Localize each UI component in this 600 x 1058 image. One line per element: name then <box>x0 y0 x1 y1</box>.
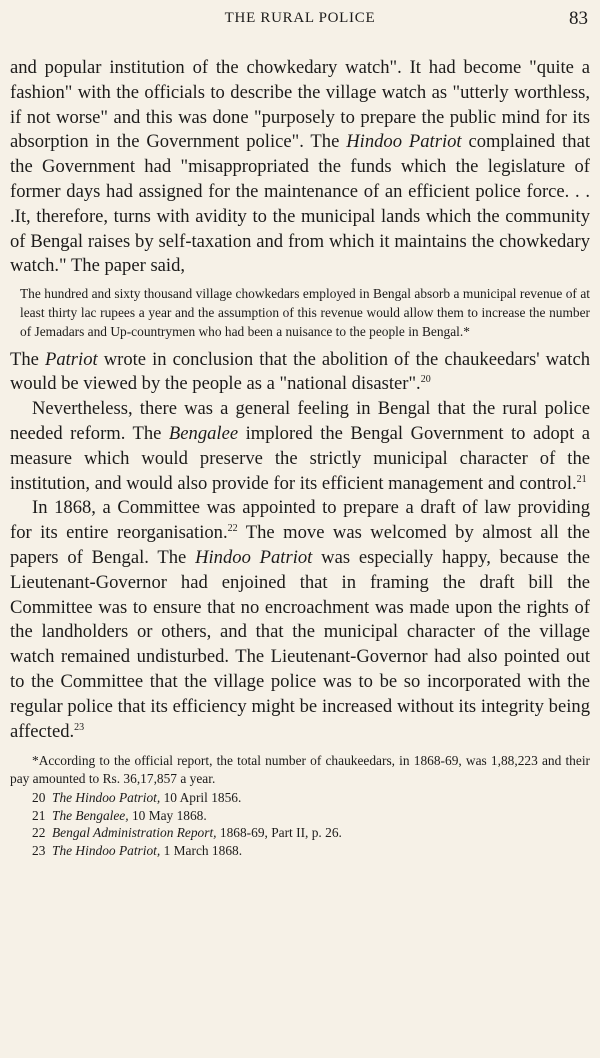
paragraph-1 <box>10 56 590 279</box>
footnote-title: The Hindoo Patriot, <box>52 842 161 858</box>
asterisk-footnote: *According to the official report, the total number of chaukeedars, in 1868-69, was 1,88,223 and their pay amounted to Rs. 36,17,857 a year. <box>10 753 590 786</box>
paragraph-2 <box>10 348 590 398</box>
paragraph-1-text: and popular institution of the chowkedary watch". It had become "quite a fashion" with the officials to describe the village watch as "utterly worthless, if not worse" and this was done "purposely to prepare the public mind for its absorption in the Government police". The <box>10 57 590 153</box>
page-header <box>0 8 600 34</box>
page-number: 83 <box>569 8 588 29</box>
newspaper-title: Patriot <box>44 348 98 370</box>
footnote-detail: 1868-69, Part II, p. 26. <box>216 825 342 841</box>
footnote-number: 22 <box>32 825 46 841</box>
paragraph-2-text: The <box>10 348 45 370</box>
footnote-ref: 22 <box>227 522 238 534</box>
footnote-item <box>10 789 590 806</box>
newspaper-title: Hindoo Patriot <box>195 546 313 568</box>
footnote-ref: 23 <box>74 721 85 733</box>
footnote-item <box>10 824 590 841</box>
footnote-item <box>10 807 590 824</box>
paragraph-4-text-cont: The move was welcomed by almost all the papers of Bengal. The <box>10 522 590 568</box>
footnote-title: Bengal Administration Report, <box>52 825 217 841</box>
body-text <box>10 56 590 859</box>
paragraph-3-text-cont: implored the Bengal Government to adopt a measure which would preserve the strictly municipal character of the institution, and would also provide for its efficient management and control. <box>10 422 590 494</box>
footnote-ref: 21 <box>576 473 587 485</box>
block-quote: The hundred and sixty thousand village chowkedars employed in Bengal absorb a municipal revenue of at least thirty lac rupees a year and the assumption of this revenue would allow them to increase the number of Jemadars and Up-countrymen who had been a nuisance to the people in Bengal.* <box>20 286 590 339</box>
footnote-detail: 10 May 1868. <box>128 807 207 823</box>
paragraph-4-text-cont2: was especially happy, because the Lieutenant-Governor had enjoined that in framing the draft bill the Committee was to ensure that no encroachment was made upon the rights of the landholders or others, and that the municipal character of the village watch remained undisturbed. The Lieutenant-Governor had also pointed out to the Committee that the village police was to be so incorporated with the regular police that its efficiency might be increased without its integrity being affected. <box>10 546 590 742</box>
paragraph-4-text: In 1868, a Committee was appointed to prepare a draft of law providing for its entire reorganisation. <box>10 497 590 544</box>
footnote-title: The Bengalee, <box>52 807 129 823</box>
paragraph-4 <box>10 496 590 744</box>
footnote-detail: 1 March 1868. <box>160 842 243 858</box>
footnote-ref: 20 <box>420 374 431 386</box>
newspaper-title: Hindoo Patriot <box>346 131 462 153</box>
running-head: THE RURAL POLICE <box>224 10 376 26</box>
paragraph-3 <box>10 397 590 496</box>
footnote-number: 20 <box>32 790 46 806</box>
footnote-list <box>10 789 590 859</box>
footnote-number: 21 <box>32 807 46 823</box>
footnote-number: 23 <box>32 842 46 858</box>
paragraph-1-text-cont: complained that the Government had "misappropriated the funds which the legislature of former days had assigned for the maintenance of an efficient police force. . . .It, therefore, turns with avidity to the municipal lands which the community of Bengal raises by self-taxation and from which it maintains the chowkedary watch." The paper said, <box>10 131 591 277</box>
footnote-item <box>10 842 590 859</box>
footnote-detail: 10 April 1856. <box>160 790 242 806</box>
newspaper-title: Bengalee <box>168 422 239 444</box>
paragraph-2-text-cont: wrote in conclusion that the abolition of the chaukeedars' watch would be viewed by the people as a "national disaster". <box>10 348 591 395</box>
paragraph-3-text: Nevertheless, there was a general feeling in Bengal that the rural police needed reform. The <box>10 398 590 444</box>
footnote-title: The Hindoo Patriot, <box>52 790 161 806</box>
